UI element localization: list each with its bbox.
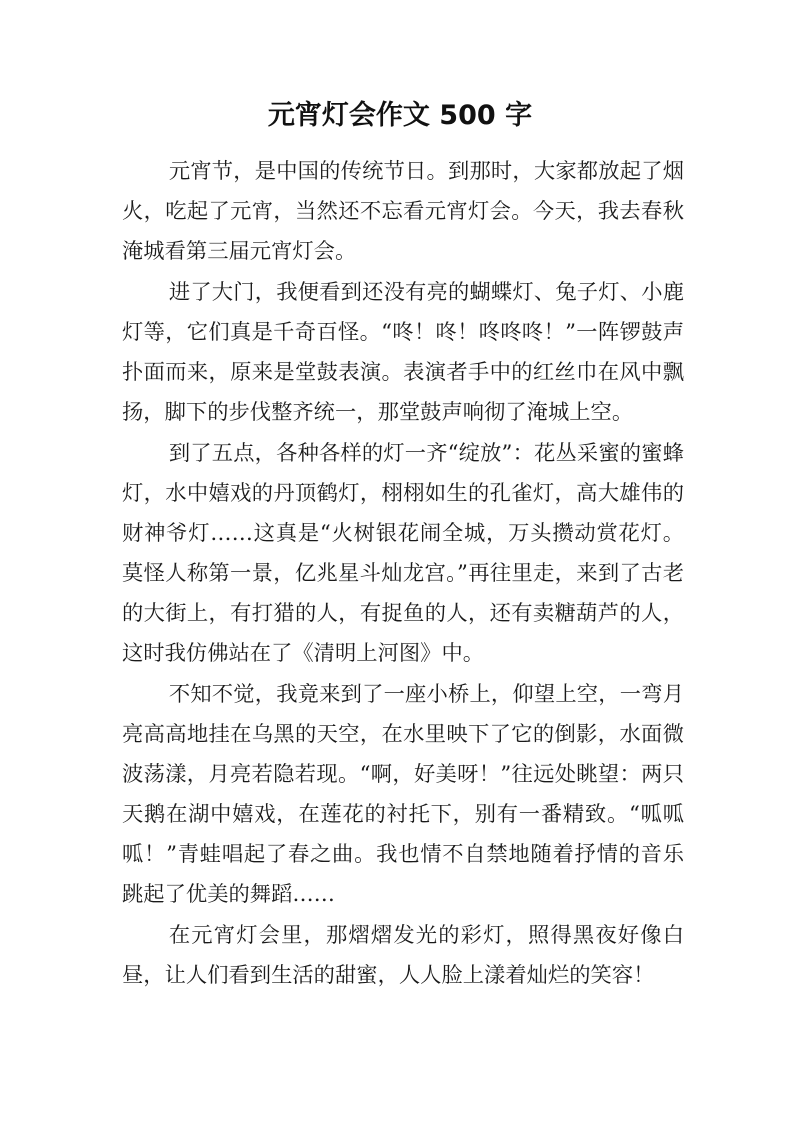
- paragraph-4: 不知不觉，我竟来到了一座小桥上，仰望上空，一弯月亮高高地挂在乌黑的天空，在水里映下了它的倒影，水面微波荡漾，月亮若隐若现。“啊，好美呀！”往远处眺望：两只天鹅在湖中嬉戏，在莲花的衬托下，别有一番精致。“呱呱呱！”青蛙唱起了春之曲。我也情不自禁地随着抒情的音乐跳起了优美的舞蹈……: [122, 682, 684, 907]
- paragraph-2: 进了大门，我便看到还没有亮的蝴蝶灯、兔子灯、小鹿灯等，它们真是千奇百怪。“咚！咚！咚咚咚！”一阵锣鼓声扑面而来，原来是堂鼓表演。表演者手中的红丝巾在风中飘扬，脚下的步伐整齐统一，那堂鼓声响彻了淹城上空。: [122, 280, 684, 425]
- document-title: 元宵灯会作文 500 字: [267, 100, 533, 131]
- paragraph-1: 元宵节，是中国的传统节日。到那时，大家都放起了烟火，吃起了元宵，当然还不忘看元宵灯会。今天，我去春秋淹城看第三届元宵灯会。: [122, 159, 684, 264]
- document-body: [122, 152, 684, 997]
- paragraph-3: 到了五点，各种各样的灯一齐“绽放”：花丛采蜜的蜜蜂灯，水中嬉戏的丹顶鹤灯，栩栩如生的孔雀灯，高大雄伟的财神爷灯……这真是“火树银花闹全城，万头攒动赏花灯。莫怪人称第一景，亿兆星斗灿龙宫。”再往里走，来到了古老的大街上，有打猎的人，有捉鱼的人，还有卖糖葫芦的人，这时我仿佛站在了《清明上河图》中。: [122, 441, 684, 666]
- paragraph-5: 在元宵灯会里，那熠熠发光的彩灯，照得黑夜好像白昼，让人们看到生活的甜蜜，人人脸上漾着灿烂的笑容！: [122, 923, 684, 988]
